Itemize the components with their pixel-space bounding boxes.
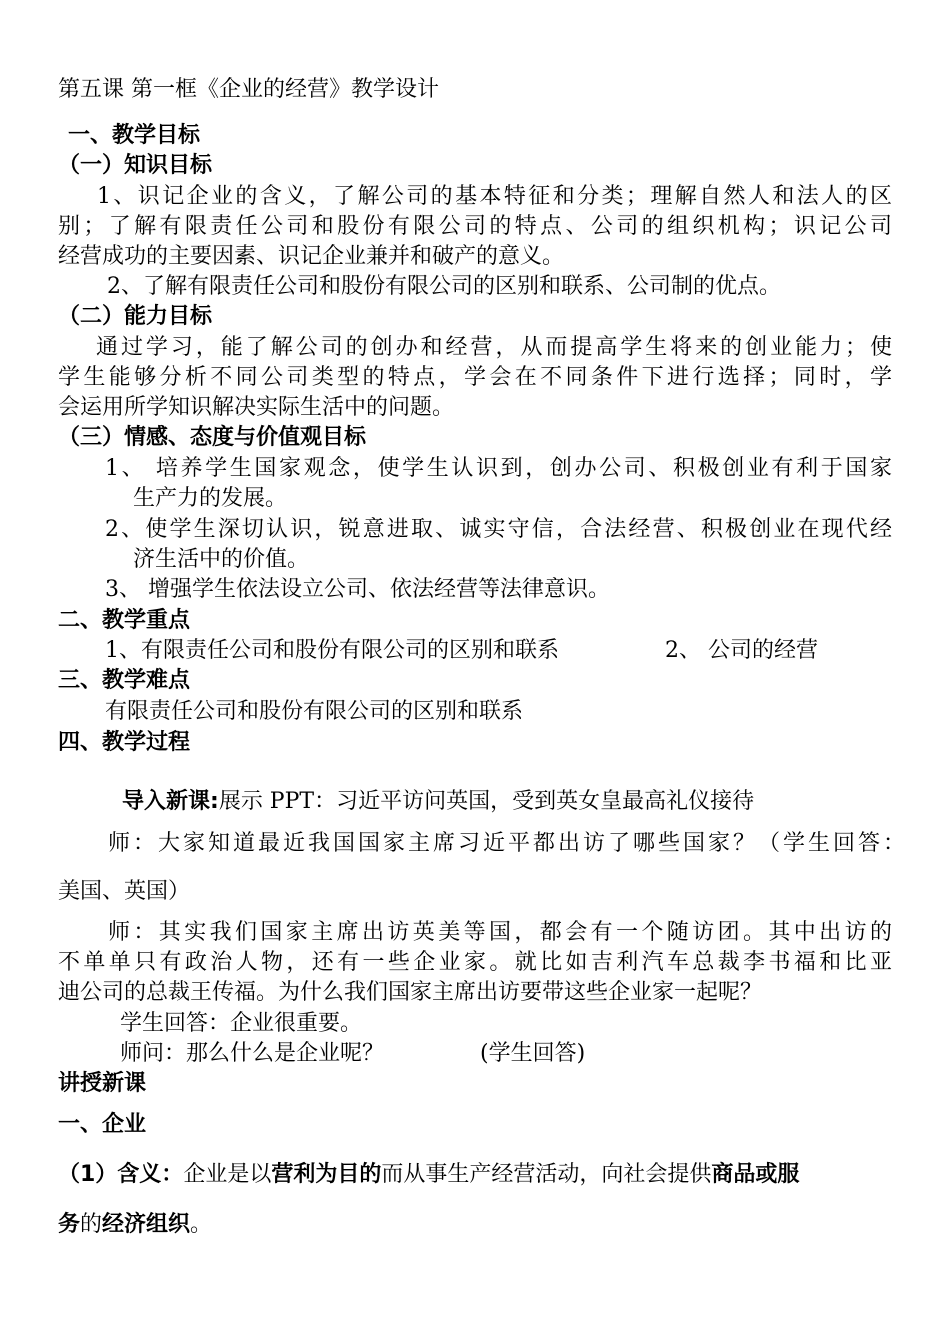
teacher-talk-line-1: 师：其实我们国家主席出访英美等国，都会有一个随访团。其中出访的 [108, 920, 892, 945]
student-answer: 学生回答：企业很重要。 [120, 1011, 363, 1036]
definition-bold-2: 商品或服 [711, 1162, 800, 1187]
teacher-question-2: 师问：那么什么是企业呢？ [120, 1041, 385, 1066]
ability-goal-line-1: 通过学习，能了解公司的创办和经营，从而提高学生将来的创业能力；使 [96, 335, 892, 360]
definition-bold-4: 经济组织 [102, 1212, 191, 1237]
new-lesson-heading: 讲授新课 [58, 1071, 147, 1096]
definition-bold-3: 务 [58, 1212, 81, 1237]
enterprise-heading: 一、企业 [58, 1112, 147, 1137]
intro-text: 展示 PPT：习近平访问英国，受到英女皇最高礼仪接待 [218, 789, 755, 814]
knowledge-goal-2: 2、了解有限责任公司和股份有限公司的区别和联系、公司制的优点。 [107, 274, 781, 299]
teacher-question-2-note: (学生回答) [480, 1041, 586, 1066]
section-teaching-goals-heading: 一、教学目标 [68, 123, 201, 148]
definition-line-1 [58, 1160, 799, 1190]
knowledge-goal-1-line-3: 经营成功的主要因素、识记企业兼并和破产的意义。 [58, 244, 565, 269]
teacher-question-1-line-1: 师：大家知道最近我国国家主席习近平都出访了哪些国家？（学生回答： [108, 831, 905, 856]
definition-text-1: 企业是以 [183, 1162, 272, 1187]
teacher-question-1-line-2: 美国、英国） [58, 879, 191, 904]
definition-text-4: 。 [190, 1212, 213, 1237]
section-process-heading: 四、教学过程 [58, 730, 191, 755]
knowledge-goals-heading: （一）知识目标 [58, 153, 213, 178]
definition-bold-1: 营利为目的 [271, 1162, 382, 1187]
emotion-goal-2-line-2: 济生活中的价值。 [133, 547, 310, 572]
teacher-talk-line-3: 迪公司的总裁王传福。为什么我们国家主席出访要带这些企业家一起呢？ [58, 980, 763, 1005]
page-title: 第五课 第一框《企业的经营》教学设计 [58, 77, 439, 102]
emotion-goals-heading: （三）情感、态度与价值观目标 [58, 425, 367, 450]
intro-line [122, 787, 754, 817]
definition-label: （1）含义： [58, 1162, 184, 1187]
ability-goals-heading: （二）能力目标 [58, 304, 213, 329]
emotion-goal-1-line-1: 1、 培养学生国家观念，使学生认识到，创办公司、积极创业有利于国家 [105, 456, 892, 481]
intro-label: 导入新课: [122, 789, 219, 814]
definition-line-2 [58, 1210, 212, 1240]
key-point-2: 2、 公司的经营 [665, 638, 818, 663]
definition-text-3: 的 [80, 1212, 103, 1237]
emotion-goal-1-line-2: 生产力的发展。 [133, 486, 288, 511]
emotion-goal-3: 3、 增强学生依法设立公司、依法经营等法律意识。 [105, 577, 610, 602]
section-difficulties-heading: 三、教学难点 [58, 668, 191, 693]
knowledge-goal-1-line-1: 1、识记企业的含义，了解公司的基本特征和分类；理解自然人和法人的区 [97, 184, 892, 209]
teacher-talk-line-2: 不单单只有政治人物，还有一些企业家。就比如吉利汽车总裁李书福和比亚 [58, 950, 892, 975]
key-point-1: 1、有限责任公司和股份有限公司的区别和联系 [105, 638, 559, 663]
section-key-points-heading: 二、教学重点 [58, 608, 191, 633]
definition-text-2: 而从事生产经营活动，向社会提供 [381, 1162, 712, 1187]
knowledge-goal-1-line-2: 别；了解有限责任公司和股份有限公司的特点、公司的组织机构；识记公司 [58, 214, 892, 239]
ability-goal-line-2: 学生能够分析不同公司类型的特点，学会在不同条件下进行选择；同时，学 [58, 365, 892, 390]
emotion-goal-2-line-1: 2、使学生深切认识，锐意进取、诚实守信，合法经营、积极创业在现代经 [105, 517, 892, 542]
ability-goal-line-3: 会运用所学知识解决实际生活中的问题。 [58, 395, 455, 420]
difficulty-1: 有限责任公司和股份有限公司的区别和联系 [105, 699, 524, 724]
